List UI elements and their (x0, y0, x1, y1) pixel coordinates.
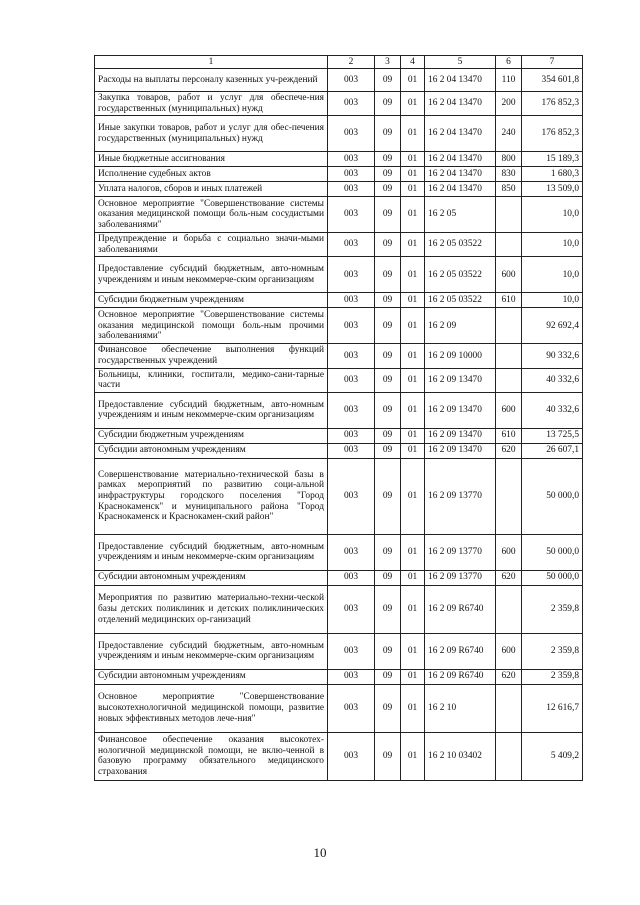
expense-type-cell (496, 684, 522, 732)
row-name-cell: Основное мероприятие "Совершенствование высокотехнологичной медицинской помощи, развитие новых эффективных методов лече-ния" (95, 684, 328, 732)
admin-code-cell: 003 (328, 167, 375, 182)
expense-type-cell (496, 308, 522, 344)
table-row (95, 69, 583, 92)
row-name-cell: Совершенствование материально-технической базы в рамках мероприятий по развитию соци-альной инфраструктуры городского поселения "Город Краснокаменск" и муниципального района "Город Краснокаменск и Краснокамен-ский район" (95, 458, 328, 534)
budget-table (94, 55, 583, 781)
amount-cell: 2 359,8 (522, 633, 583, 669)
amount-cell: 92 692,4 (522, 308, 583, 344)
subsection-cell: 01 (401, 92, 425, 116)
expense-type-cell (496, 368, 522, 392)
admin-code-cell: 003 (328, 116, 375, 152)
expense-type-cell: 600 (496, 257, 522, 293)
target-article-cell: 16 2 09 10000 (425, 344, 496, 368)
amount-cell: 50 000,0 (522, 458, 583, 534)
target-article-cell: 16 2 10 (425, 684, 496, 732)
expense-type-cell: 850 (496, 182, 522, 197)
amount-cell: 40 332,6 (522, 392, 583, 428)
row-name-cell: Иные бюджетные ассигнования (95, 152, 328, 167)
row-name-cell: Основное мероприятие "Совершенствование системы оказания медицинской помощи боль-ным прочими заболеваниями" (95, 308, 328, 344)
section-cell: 09 (375, 167, 401, 182)
amount-cell: 40 332,6 (522, 368, 583, 392)
subsection-cell: 01 (401, 684, 425, 732)
row-name-cell: Больницы, клиники, госпитали, медико-сани-тарные части (95, 368, 328, 392)
table-row (95, 368, 583, 392)
admin-code-cell: 003 (328, 233, 375, 257)
section-cell: 09 (375, 669, 401, 684)
admin-code-cell: 003 (328, 458, 375, 534)
table-row (95, 585, 583, 633)
header-cell: 3 (375, 56, 401, 69)
expense-type-cell: 800 (496, 152, 522, 167)
expense-type-cell: 610 (496, 428, 522, 443)
subsection-cell: 01 (401, 570, 425, 585)
table-row (95, 458, 583, 534)
admin-code-cell: 003 (328, 293, 375, 308)
subsection-cell: 01 (401, 669, 425, 684)
subsection-cell: 01 (401, 182, 425, 197)
section-cell: 09 (375, 392, 401, 428)
table-row (95, 293, 583, 308)
admin-code-cell: 003 (328, 368, 375, 392)
subsection-cell: 01 (401, 233, 425, 257)
admin-code-cell: 003 (328, 669, 375, 684)
amount-cell: 10,0 (522, 197, 583, 233)
table-row (95, 167, 583, 182)
table-row (95, 182, 583, 197)
section-cell: 09 (375, 684, 401, 732)
header-cell: 4 (401, 56, 425, 69)
amount-cell: 2 359,8 (522, 585, 583, 633)
target-article-cell: 16 2 10 03402 (425, 732, 496, 780)
admin-code-cell: 003 (328, 633, 375, 669)
subsection-cell: 01 (401, 428, 425, 443)
section-cell: 09 (375, 585, 401, 633)
subsection-cell: 01 (401, 633, 425, 669)
section-cell: 09 (375, 233, 401, 257)
row-name-cell: Мероприятия по развитию материально-техни-ческой базы детских поликлиник и детских поликлинических отделений медицинских ор-ганизаций (95, 585, 328, 633)
target-article-cell: 16 2 09 R6740 (425, 669, 496, 684)
subsection-cell: 01 (401, 308, 425, 344)
expense-type-cell: 610 (496, 293, 522, 308)
target-article-cell: 16 2 09 (425, 308, 496, 344)
section-cell: 09 (375, 92, 401, 116)
amount-cell: 12 616,7 (522, 684, 583, 732)
expense-type-cell: 620 (496, 443, 522, 458)
target-article-cell: 16 2 09 R6740 (425, 585, 496, 633)
target-article-cell: 16 2 09 13770 (425, 458, 496, 534)
subsection-cell: 01 (401, 116, 425, 152)
subsection-cell: 01 (401, 257, 425, 293)
section-cell: 09 (375, 182, 401, 197)
subsection-cell: 01 (401, 534, 425, 570)
target-article-cell: 16 2 05 (425, 197, 496, 233)
admin-code-cell: 003 (328, 684, 375, 732)
admin-code-cell: 003 (328, 182, 375, 197)
subsection-cell: 01 (401, 458, 425, 534)
subsection-cell: 01 (401, 732, 425, 780)
page-number: 10 (313, 845, 327, 860)
amount-cell: 13 725,5 (522, 428, 583, 443)
admin-code-cell: 003 (328, 257, 375, 293)
target-article-cell: 16 2 04 13470 (425, 116, 496, 152)
target-article-cell: 16 2 04 13470 (425, 182, 496, 197)
target-article-cell: 16 2 09 13770 (425, 534, 496, 570)
table-row (95, 443, 583, 458)
target-article-cell: 16 2 04 13470 (425, 167, 496, 182)
expense-type-cell: 600 (496, 534, 522, 570)
subsection-cell: 01 (401, 69, 425, 92)
admin-code-cell: 003 (328, 344, 375, 368)
section-cell: 09 (375, 428, 401, 443)
row-name-cell: Предупреждение и борьба с социально значи-мыми заболеваниями (95, 233, 328, 257)
amount-cell: 10,0 (522, 257, 583, 293)
expense-type-cell: 600 (496, 392, 522, 428)
expense-type-cell (496, 344, 522, 368)
table-row (95, 392, 583, 428)
table-body (95, 69, 583, 781)
expense-type-cell (496, 458, 522, 534)
table-row (95, 669, 583, 684)
section-cell: 09 (375, 293, 401, 308)
row-name-cell: Предоставление субсидий бюджетным, авто-номным учреждениям и иным некоммерче-ским организациям (95, 633, 328, 669)
target-article-cell: 16 2 09 13470 (425, 443, 496, 458)
subsection-cell: 01 (401, 368, 425, 392)
target-article-cell: 16 2 05 03522 (425, 257, 496, 293)
row-name-cell: Субсидии автономным учреждениям (95, 570, 328, 585)
target-article-cell: 16 2 05 03522 (425, 293, 496, 308)
section-cell: 09 (375, 534, 401, 570)
table-row (95, 570, 583, 585)
table-row (95, 233, 583, 257)
row-name-cell: Закупка товаров, работ и услуг для обеспече-ния государственных (муниципальных) нужд (95, 92, 328, 116)
row-name-cell: Финансовое обеспечение выполнения функций государственных учреждений (95, 344, 328, 368)
admin-code-cell: 003 (328, 732, 375, 780)
amount-cell: 5 409,2 (522, 732, 583, 780)
target-article-cell: 16 2 09 13770 (425, 570, 496, 585)
expense-type-cell: 620 (496, 570, 522, 585)
amount-cell: 15 189,3 (522, 152, 583, 167)
subsection-cell: 01 (401, 152, 425, 167)
row-name-cell: Иные закупки товаров, работ и услуг для обес-печения государственных (муниципальных) нужд (95, 116, 328, 152)
section-cell: 09 (375, 69, 401, 92)
admin-code-cell: 003 (328, 197, 375, 233)
amount-cell: 10,0 (522, 293, 583, 308)
target-article-cell: 16 2 09 13470 (425, 428, 496, 443)
table-row (95, 308, 583, 344)
row-name-cell: Уплата налогов, сборов и иных платежей (95, 182, 328, 197)
header-cell: 1 (95, 56, 328, 69)
target-article-cell: 16 2 09 13470 (425, 368, 496, 392)
subsection-cell: 01 (401, 167, 425, 182)
admin-code-cell: 003 (328, 92, 375, 116)
admin-code-cell: 003 (328, 443, 375, 458)
expense-type-cell: 830 (496, 167, 522, 182)
amount-cell: 354 601,8 (522, 69, 583, 92)
admin-code-cell: 003 (328, 585, 375, 633)
section-cell: 09 (375, 308, 401, 344)
amount-cell: 26 607,1 (522, 443, 583, 458)
expense-type-cell: 200 (496, 92, 522, 116)
admin-code-cell: 003 (328, 570, 375, 585)
target-article-cell: 16 2 09 R6740 (425, 633, 496, 669)
row-name-cell: Исполнение судебных актов (95, 167, 328, 182)
expense-type-cell: 600 (496, 633, 522, 669)
section-cell: 09 (375, 152, 401, 167)
amount-cell: 2 359,8 (522, 669, 583, 684)
table-row (95, 92, 583, 116)
row-name-cell: Расходы на выплаты персоналу казенных уч-реждений (95, 69, 328, 92)
row-name-cell: Предоставление субсидий бюджетным, авто-номным учреждениям и иным некоммерче-ским организациям (95, 392, 328, 428)
amount-cell: 13 509,0 (522, 182, 583, 197)
admin-code-cell: 003 (328, 534, 375, 570)
subsection-cell: 01 (401, 197, 425, 233)
target-article-cell: 16 2 04 13470 (425, 92, 496, 116)
table-row (95, 534, 583, 570)
row-name-cell: Предоставление субсидий бюджетным, авто-номным учреждениям и иным некоммерче-ским организациям (95, 257, 328, 293)
table-row (95, 152, 583, 167)
section-cell: 09 (375, 368, 401, 392)
amount-cell: 50 000,0 (522, 534, 583, 570)
row-name-cell: Субсидии бюджетным учреждениям (95, 428, 328, 443)
admin-code-cell: 003 (328, 308, 375, 344)
section-cell: 09 (375, 570, 401, 585)
target-article-cell: 16 2 09 13470 (425, 392, 496, 428)
section-cell: 09 (375, 443, 401, 458)
header-cell: 2 (328, 56, 375, 69)
expense-type-cell: 110 (496, 69, 522, 92)
subsection-cell: 01 (401, 392, 425, 428)
amount-cell: 50 000,0 (522, 570, 583, 585)
table-row (95, 684, 583, 732)
row-name-cell: Финансовое обеспечение оказания высокотех-нологичной медицинской помощи, не вклю-ченной в базовую программу обязательного медицинского страхования (95, 732, 328, 780)
row-name-cell: Предоставление субсидий бюджетным, авто-номным учреждениям и иным некоммерче-ским организациям (95, 534, 328, 570)
amount-cell: 176 852,3 (522, 116, 583, 152)
subsection-cell: 01 (401, 585, 425, 633)
expense-type-cell (496, 197, 522, 233)
table-row (95, 257, 583, 293)
subsection-cell: 01 (401, 344, 425, 368)
amount-cell: 10,0 (522, 233, 583, 257)
section-cell: 09 (375, 257, 401, 293)
section-cell: 09 (375, 116, 401, 152)
expense-type-cell: 620 (496, 669, 522, 684)
expense-type-cell (496, 732, 522, 780)
amount-cell: 1 680,3 (522, 167, 583, 182)
section-cell: 09 (375, 197, 401, 233)
expense-type-cell (496, 585, 522, 633)
table-row (95, 633, 583, 669)
admin-code-cell: 003 (328, 392, 375, 428)
admin-code-cell: 003 (328, 152, 375, 167)
table-row (95, 197, 583, 233)
expense-type-cell: 240 (496, 116, 522, 152)
subsection-cell: 01 (401, 443, 425, 458)
section-cell: 09 (375, 732, 401, 780)
subsection-cell: 01 (401, 293, 425, 308)
header-cell: 6 (496, 56, 522, 69)
row-name-cell: Субсидии бюджетным учреждениям (95, 293, 328, 308)
amount-cell: 176 852,3 (522, 92, 583, 116)
header-cell: 7 (522, 56, 583, 69)
row-name-cell: Основное мероприятие "Совершенствование системы оказания медицинской помощи боль-ным сосудистыми заболеваниями" (95, 197, 328, 233)
target-article-cell: 16 2 04 13470 (425, 69, 496, 92)
row-name-cell: Субсидии автономным учреждениям (95, 443, 328, 458)
table-row (95, 116, 583, 152)
section-cell: 09 (375, 633, 401, 669)
table-row (95, 732, 583, 780)
admin-code-cell: 003 (328, 428, 375, 443)
table-row (95, 428, 583, 443)
target-article-cell: 16 2 04 13470 (425, 152, 496, 167)
amount-cell: 90 332,6 (522, 344, 583, 368)
table-row (95, 344, 583, 368)
expense-type-cell (496, 233, 522, 257)
admin-code-cell: 003 (328, 69, 375, 92)
target-article-cell: 16 2 05 03522 (425, 233, 496, 257)
section-cell: 09 (375, 458, 401, 534)
header-row (95, 56, 583, 69)
header-cell: 5 (425, 56, 496, 69)
row-name-cell: Субсидии автономным учреждениям (95, 669, 328, 684)
section-cell: 09 (375, 344, 401, 368)
